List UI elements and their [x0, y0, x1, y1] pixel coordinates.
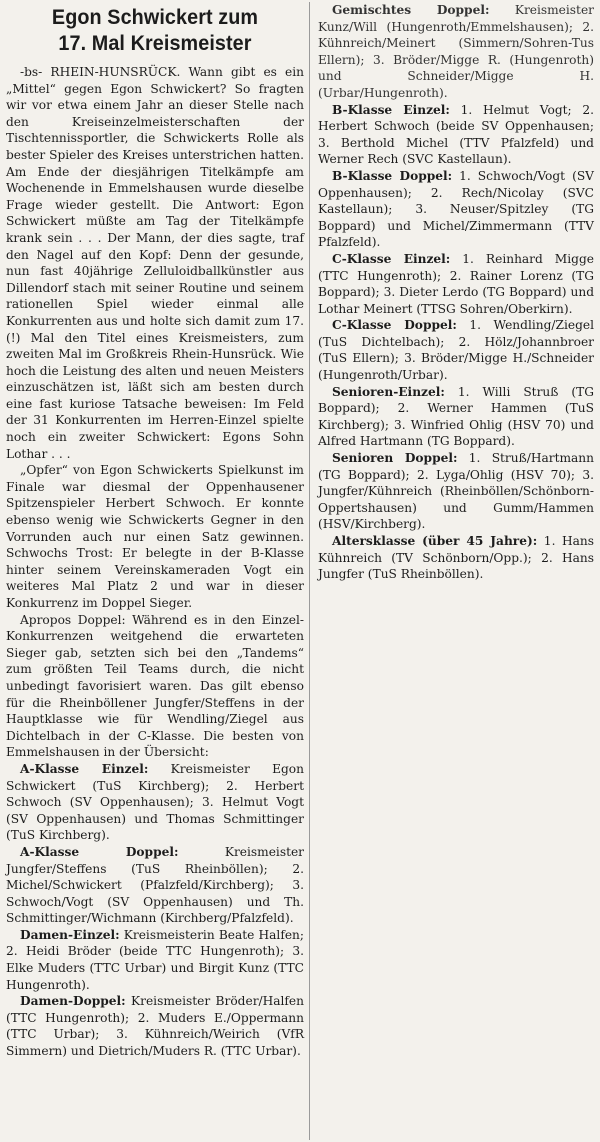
result-c-klasse-einzel [318, 251, 594, 317]
result-label: Damen-Doppel: [20, 994, 126, 1009]
result-text: 1. Reinhard Migge (TTC Hungenroth); 2. Rainer Lorenz (TG Boppard); 3. Dieter Lerdo (TG Boppard) und Lothar Meinert (TTSG Sohren/Oberkirn). [318, 251, 594, 316]
result-label: A-Klasse Einzel: [20, 761, 149, 776]
article-intro: -bs- RHEIN-HUNSRÜCK. Wann gibt es ein „Mittel“ gegen Egon Schwickert? So fragten wir vor etwa einem Jahr an dieser Stelle nach den Kreiseinzelmeisterschaften der Tischtennissportler, die Schwickerts Rolle als bester Spieler des Kreises unterstrichen hatten. Am Ende der diesjährigen Titelkämpfe am Wochenende in Emmelshausen wurde dieselbe Frage wieder gestellt. Die Antwort: Egon Schwickert müßte am Tag der Titelkämpfe krank sein . . . Der Mann, der dies sagte, traf den Nagel auf den Kopf: Denn der gesunde, nun fast 40jährige Zelluloidballkünstler aus Dillendorf stach mit seiner Routine und seinem rationellen Spiel wieder einmal alle Konkurrenten aus und holte sich damit zum 17. (!) Mal den Titel eines Kreismeisters, zum zweiten Mal im Großkreis Rhein-Hunsrück. Wie hoch die Leistung des alten und neuen Meisters einzuschätzen ist, läßt sich am besten durch eine fast kuriose Tatsache beweisen: Im Feld der 31 Konkurrenten im Herren-Einzel spielte noch ein zweiter Schwickert: Egons Sohn Lothar . . . [6, 65, 304, 461]
article-paragraph-2: „Opfer“ von Egon Schwickerts Spielkunst im Finale war diesmal der Oppenhausener Spitzenspieler Herbert Schwoch. Er konnte ebenso wenig wie Schwickerts Gegner in den Vorrunden auch nur einen Satz gewinnen. Schwochs Trost: Er belegte in der B-Klasse hinter seinem Vereinskameraden Vogt ein weiteres Mal Platz 2 und war in dieser Konkurrenz im Doppel Sieger. [6, 463, 304, 610]
result-label: Senioren-Einzel: [332, 384, 445, 399]
result-text: 1. Schwoch/Vogt (SV Oppenhausen); 2. Rech/Nicolay (SVC Kastellaun); 3. Neuser/Spitzley (TG Boppard) und Michel/Zimmermann (TTV Pfalzfeld). [318, 168, 594, 250]
result-text: Kreismeister Jungfer/Steffens (TuS Rheinböllen); 2. Michel/Schwickert (Pfalzfeld/Kirchberg); 3. Schwoch/Vogt (SV Oppenhausen) und Th. Schmittinger/Wichmann (Kirchberg/Pfalzfeld). [6, 844, 305, 926]
result-label: C-Klasse Einzel: [332, 251, 451, 266]
result-text: 1. Willi Struß (TG Boppard); 2. Werner Hammen (TuS Kirchberg); 3. Winfried Ohlig (HSV 70) und Alfred Hartmann (TG Boppard). [318, 384, 594, 449]
result-text: 1. Struß/Hartmann (TG Boppard); 2. Lyga/Ohlig (HSV 70); 3. Jungfer/Kühnreich (Rheinböllen/Schönborn-Oppertshausen) und Gumm/Hammen (HSV/Kirchberg). [318, 451, 594, 532]
headline-line-1: Egon Schwickert zum [51, 5, 259, 29]
result-senioren-doppel [318, 450, 594, 533]
result-label: B-Klasse Doppel: [332, 168, 453, 183]
result-text: Kreismeister Egon Schwickert (TuS Kirchberg); 2. Herbert Schwoch (SV Oppenhausen); 3. Helmut Vogt (SV Oppenhausen) und Thomas Schmittinger (TuS Kirchberg). [6, 761, 304, 843]
result-label: Damen-Einzel: [20, 927, 120, 942]
result-text: Kreismeisterin Beate Halfen; 2. Heidi Bröder (beide TTC Hungenroth); 3. Elke Muders (TTC Urbar) und Birgit Kunz (TTC Hungenroth). [6, 927, 304, 992]
result-label: C-Klasse Doppel: [332, 318, 457, 333]
result-b-klasse-einzel [318, 102, 594, 168]
result-label: Senioren Doppel: [332, 451, 458, 466]
result-c-klasse-doppel [318, 317, 594, 383]
result-text: 1. Hans Kühnreich (TV Schönborn/Opp.); 2. Hans Jungfer (TuS Rheinböllen). [318, 534, 594, 582]
result-gemischtes-doppel [318, 2, 594, 102]
article-paragraph-3: Apropos Doppel: Während es in den Einzel-Konkurrenzen weitgehend die erwarteten Sieger gab, setzten sich bei den „Tandems“ zum größten Teil Teams durch, die nicht unbedingt favorisiert waren. Das gilt ebenso für die Rheinböllener Jungfer/Steffens in der Hauptklasse wie für Wendling/Ziegel aus Dichtelbach in der C-Klasse. Die besten von Emmelshausen in der Übersicht: [6, 612, 304, 760]
result-damen-einzel [6, 927, 304, 993]
result-text: 1. Wendling/Ziegel (TuS Dichtelbach); 2. Hölz/Johannbroer (TuS Ellern); 3. Bröder/Migge H./Schneider (Hungenroth/Urbar). [318, 318, 594, 383]
headline [18, 4, 292, 56]
result-text: Kreismeister Bröder/Halfen (TTC Hungenroth); 2. Muders E./Oppermann (TTC Urbar); 3. Kühnreich/Weirich (VfR Simmern) und Dietrich/Muders R. (TTC Urbar). [6, 994, 304, 1059]
headline-line-2: 17. Mal Kreismeister [58, 31, 252, 55]
result-senioren-einzel [318, 384, 594, 450]
result-label: B-Klasse Einzel: [332, 102, 450, 117]
result-label: A-Klasse Doppel: [20, 844, 179, 859]
result-damen-doppel [6, 993, 304, 1059]
result-b-klasse-doppel [318, 168, 594, 251]
result-altersklasse [318, 533, 594, 583]
left-column [4, 2, 310, 1140]
result-text: 1. Helmut Vogt; 2. Herbert Schwoch (beide SV Oppenhausen; 3. Berthold Michel (TTV Pfalzfeld) und Werner Rech (SVC Kastellaun). [318, 102, 594, 167]
result-a-klasse-doppel [6, 844, 304, 927]
result-a-klasse-einzel [6, 761, 304, 844]
result-label: Altersklasse (über 45 Jahre): [332, 534, 538, 548]
right-column [314, 2, 596, 583]
result-text: Kreismeister Kunz/Will (Hungenroth/Emmelshausen); 2. Kühnreich/Meinert (Simmern/Sohren-Tus Ellern); 3. Bröder/Migge R. (Hungenroth) und Schneider/Migge H. (Urbar/Hungenroth). [318, 3, 594, 100]
result-label: Gemischtes Doppel: [332, 3, 490, 17]
